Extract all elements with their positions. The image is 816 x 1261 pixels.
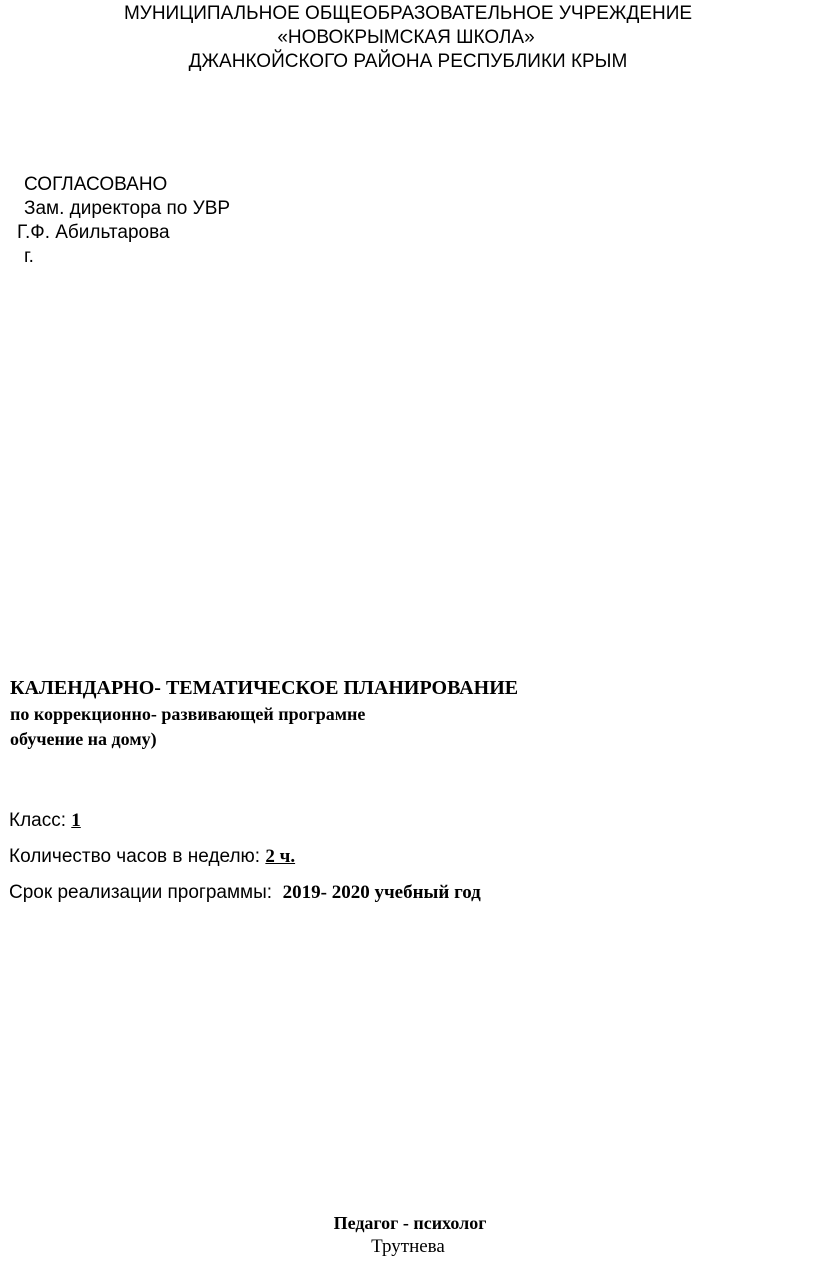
document-title: КАЛЕНДАРНО- ТЕМАТИЧЕСКОЕ ПЛАНИРОВАНИЕ bbox=[10, 677, 519, 699]
term-label: Срок реализации программы: bbox=[9, 882, 283, 903]
document-subtitle: по коррекционно- развивающей програмне bbox=[10, 704, 366, 724]
class-value: 1 bbox=[71, 810, 81, 831]
approval-position: Зам. директора по УВР bbox=[24, 198, 231, 219]
approval-label: СОГЛАСОВАНО bbox=[24, 174, 168, 195]
hours-value: 2 ч. bbox=[265, 846, 296, 867]
term-value: 2019- 2020 учебный год bbox=[282, 882, 481, 903]
institution-line-2: «НОВОКРЫМСКАЯ ШКОЛА» bbox=[277, 27, 535, 48]
institution-line-1: МУНИЦИПАЛЬНОЕ ОБЩЕОБРАЗОВАТЕЛЬНОЕ УЧРЕЖДЕНИЕ bbox=[123, 3, 693, 24]
approval-name: Г.Ф. Абильтарова bbox=[17, 222, 170, 243]
term-info bbox=[9, 881, 481, 905]
approval-date: г. bbox=[24, 246, 34, 267]
document-subtitle-2: обучение на дому) bbox=[10, 729, 157, 749]
teacher-role: Педагог - психолог bbox=[333, 1213, 487, 1233]
class-info bbox=[9, 809, 81, 833]
teacher-name: Трутнева bbox=[371, 1236, 445, 1257]
institution-line-3: ДЖАНКОЙСКОГО РАЙОНА РЕСПУБЛИКИ КРЫМ bbox=[188, 51, 628, 72]
class-label: Класс: bbox=[9, 810, 72, 831]
hours-label: Количество часов в неделю: bbox=[9, 846, 266, 867]
hours-info bbox=[9, 845, 295, 869]
